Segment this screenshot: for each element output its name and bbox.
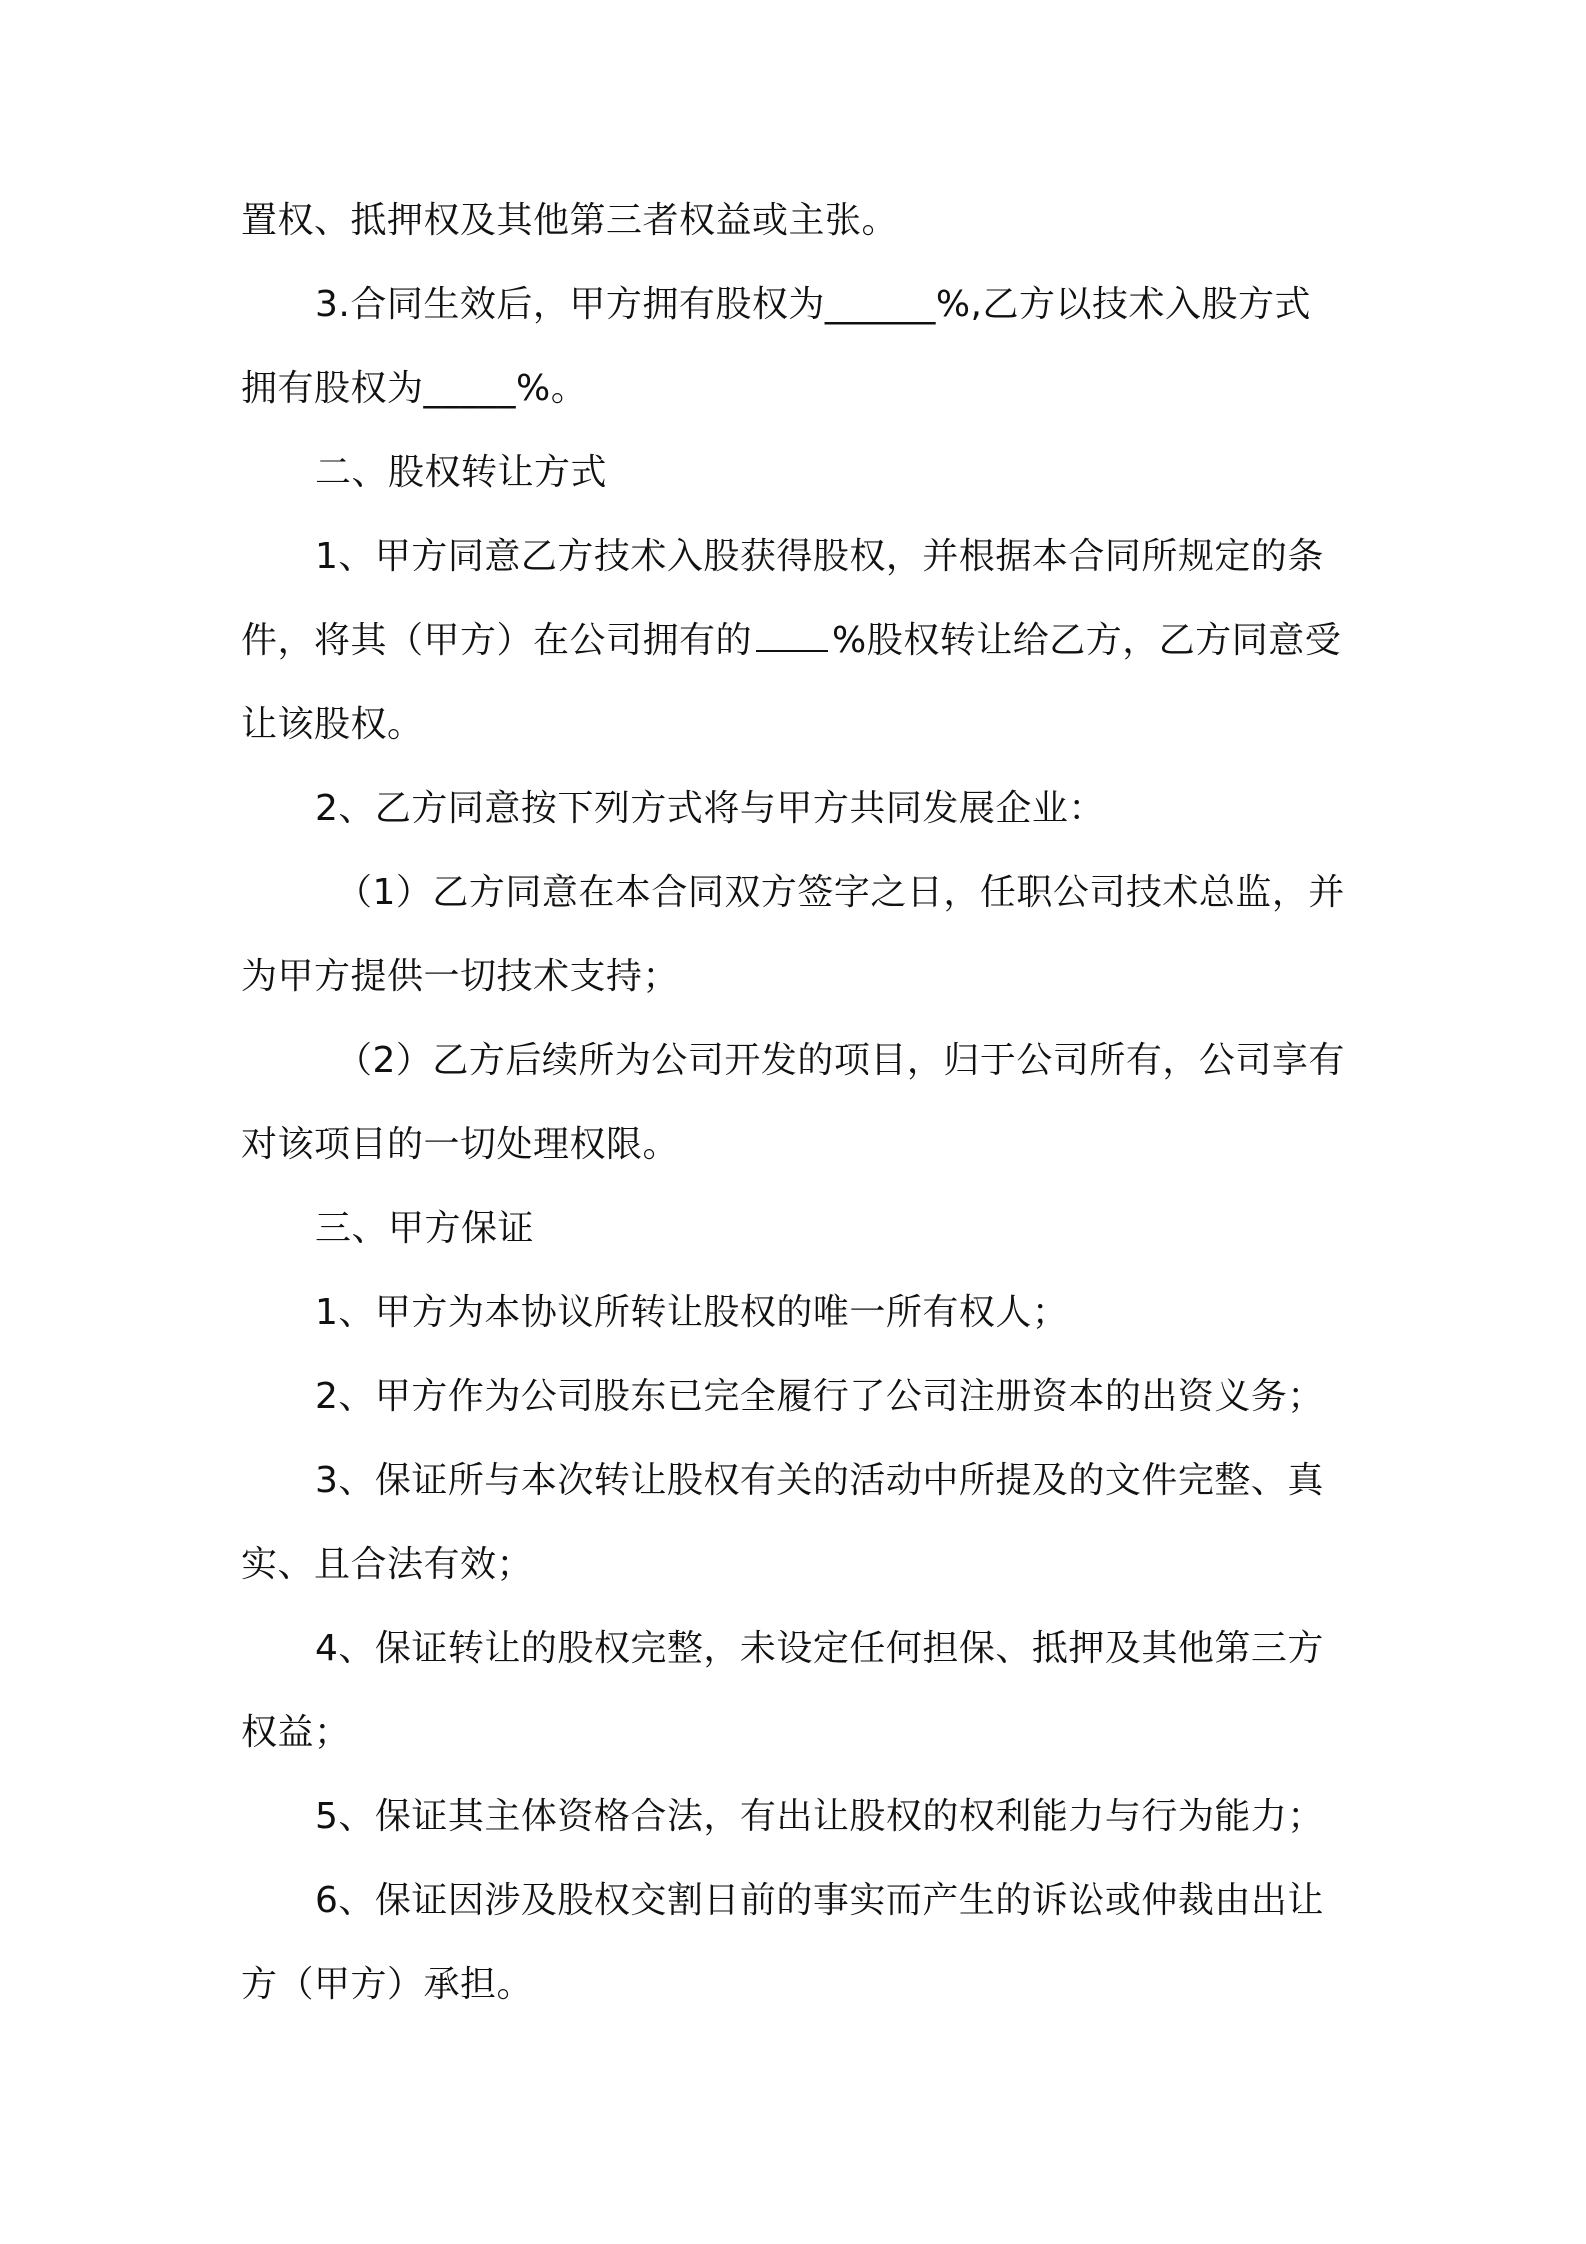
text-line-2: 3.合同生效后，甲方拥有股权为______%,乙方以技术入股方式	[315, 284, 1311, 325]
text-line-12: 对该项目的一切处理权限。	[241, 1124, 680, 1165]
text-line-16: 3、保证所与本次转让股权有关的活动中所提及的文件完整、真	[315, 1460, 1324, 1501]
section-heading-3: 三、甲方保证	[315, 1208, 535, 1249]
text-line-3: 拥有股权为_____%。	[241, 368, 588, 409]
text-line-11: （2）乙方后续所为公司开发的项目，归于公司所有，公司享有	[336, 1040, 1345, 1081]
text-line-6	[241, 620, 1351, 662]
blank-underline	[756, 620, 828, 652]
text-line-1: 置权、抵押权及其他第三者权益或主张。	[241, 200, 899, 241]
text-line-14: 1、甲方为本协议所转让股权的唯一所有权人；	[315, 1292, 1069, 1333]
text-line-17: 实、且合法有效；	[241, 1544, 534, 1585]
text-line-18: 4、保证转让的股权完整，未设定任何担保、抵押及其他第三方	[315, 1628, 1324, 1669]
text-line-19: 权益；	[241, 1712, 351, 1753]
document-page	[241, 200, 1351, 2006]
text-line-5: 1、甲方同意乙方技术入股获得股权，并根据本合同所规定的条	[315, 536, 1324, 577]
text-line-6a: 件，将其（甲方）在公司拥有的	[241, 620, 753, 661]
text-line-8: 2、乙方同意按下列方式将与甲方共同发展企业：	[315, 788, 1105, 829]
text-line-6b: %股权转让给乙方，乙方同意受	[832, 620, 1342, 661]
text-line-7: 让该股权。	[241, 704, 424, 745]
text-line-9: （1）乙方同意在本合同双方签字之日，任职公司技术总监，并	[336, 872, 1345, 913]
text-line-10: 为甲方提供一切技术支持；	[241, 956, 680, 997]
text-line-21: 6、保证因涉及股权交割日前的事实而产生的诉讼或仲裁由出让	[315, 1880, 1324, 1921]
text-line-20: 5、保证其主体资格合法，有出让股权的权利能力与行为能力；	[315, 1796, 1324, 1837]
section-heading-2: 二、股权转让方式	[315, 452, 608, 493]
text-line-15: 2、甲方作为公司股东已完全履行了公司注册资本的出资义务；	[315, 1376, 1324, 1417]
text-line-22: 方（甲方）承担。	[241, 1964, 534, 2005]
